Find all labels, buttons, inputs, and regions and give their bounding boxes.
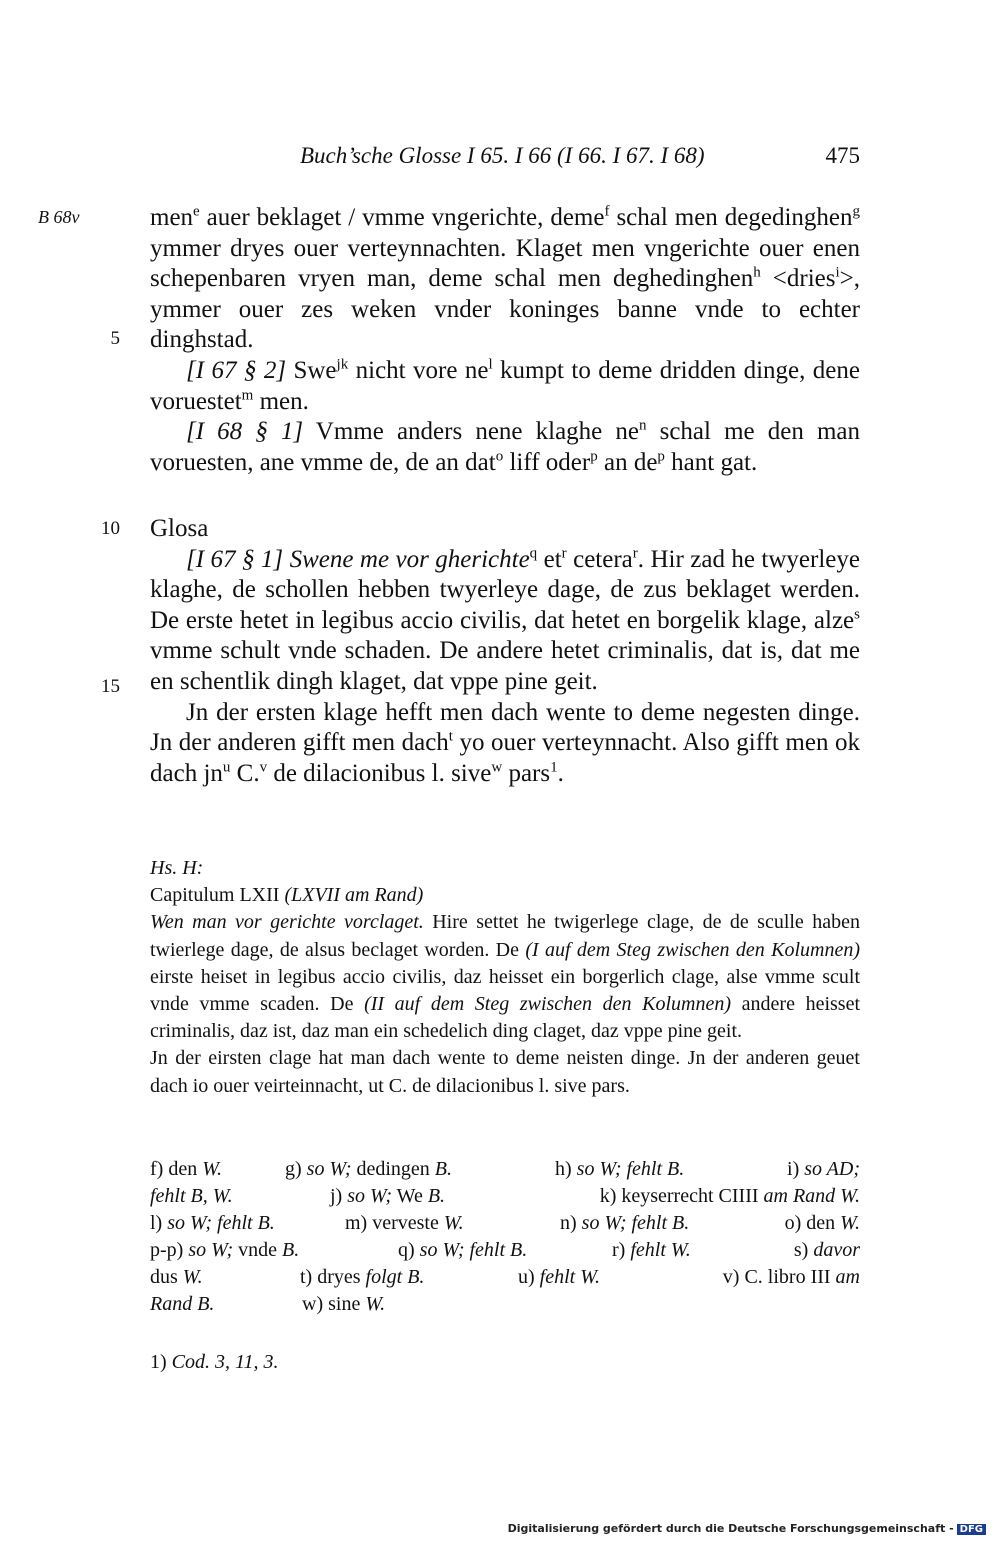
apparatus-row: Rand B. w) sine W.	[150, 1293, 386, 1315]
section-ref: [I 67 § 2]	[186, 356, 287, 384]
glosa-section	[150, 514, 860, 789]
section-ref: [I 68 § 1]	[186, 418, 304, 446]
source-note: 1) Cod. 3, 11, 3.	[150, 1351, 279, 1373]
main-text	[150, 203, 860, 478]
apparatus-row: dus W. t) dryes folgt B. u) fehlt W. v) C. libro III am	[150, 1266, 860, 1288]
hs-h-block	[150, 855, 860, 1100]
hs-h-label: Hs. H:	[150, 857, 204, 879]
glosa-heading: Glosa	[150, 515, 209, 542]
lemma: Wen man vor gerichte vorclaget.	[150, 911, 424, 934]
apparatus-row: fehlt B, W. j) so W; We B. k) keyserrecht CIIII am Rand W.	[150, 1185, 860, 1207]
paragraph-5: Jn der ersten klage hefft men dach wente to deme negesten dinge. Jn der anderen gifft men dach$^t$ yo ouer verteynnacht. Also gifft men ok dach $jn^u$ C.$^v$ de dilacionibus l. sive$^w$ pars$^1$.	[150, 698, 860, 787]
hs-h-paragraph-1: Wen man vor gerichte vorclaget. Hire settet he twigerlege clage, de de sculle haben twierlege dage, de alsus beclaget worden. De (I auf dem Steg zwischen den Kolumnen) eirste heiset in legibus accio civilis, daz heisset ein borgerlich clage, alse vmme scult vnde vmme scaden. De (II auf dem Steg zwischen den Kolumnen) andere heisset criminalis, daz ist, daz man ein schedelich ding claget, daz vppe pine geit.	[150, 911, 861, 1043]
digitization-footer	[508, 1522, 986, 1535]
hs-h-paragraph-2: Jn der eirsten clage hat man dach wente to deme neisten dinge. Jn der anderen geuet dach io ouer veirteinnacht, ut C. de dilacionibus l. sive pars.	[150, 1047, 860, 1097]
section-ref: [I 67 § 1]	[186, 545, 284, 573]
running-title: Buch’sche Glosse I 65. I 66 (I 66. I 67. I 68)	[300, 143, 705, 168]
lemma: Swene me vor gherichte	[283, 545, 530, 573]
paragraph-4: [I 67 § 1] Swene me vor gherichte$^q$ $et^r$ cetera$^r$. Hir zad he twyerleye klaghe, de schollen hebben twyerleye dage, de zus beklaget werden. De erste hetet in legibus accio civilis, dat hetet en borgelik klage, alze$^s$ vmme schult vnde schaden. De andere hetet criminalis, dat is, dat me en schentlik dingh klaget, dat vppe pine geit.	[150, 545, 860, 695]
apparatus-row: p-p) so W; vnde B. q) so W; fehlt B. r) fehlt W. s) davor	[150, 1239, 860, 1261]
line-number-15: 15	[101, 676, 120, 697]
line-number-5: 5	[110, 328, 120, 349]
dfg-logo: DFG	[957, 1524, 986, 1535]
margin-note: B 68v	[38, 207, 80, 227]
page-number: 475	[825, 143, 860, 168]
chapter-line: Capitulum LXII (LXVII am Rand)	[150, 884, 424, 907]
footer-text: Digitalisierung gefördert durch die Deutsche Forschungsgemeinschaft -	[507, 1522, 954, 1535]
paragraph-1: men$^e$ auer beklaget / vmme vngerichte, deme$^f$ schal men degedinghen$^g$ ymmer dryes ouer verteynnachten. Klaget men vngerichte ouer enen schepenbaren vryen man, deme schal men deghedinghen$^h$ <dries$^i$>, ymmer ouer zes weken vnder koninges banne vnde to echter dinghstad.	[150, 203, 860, 354]
paragraph-2: [I 67 § 2] Swe$^{jk}$ nicht vore $ne^l$ kumpt to deme dridden dinge, dene voruestet$^m$ men.	[150, 356, 860, 415]
line-number-10: 10	[101, 518, 120, 539]
apparatus-row: f) den W. g) so W; dedingen B. h) so W; fehlt B. i) so AD;	[150, 1158, 860, 1180]
paragraph-3: [I 68 § 1] Vmme anders nene klaghe $ne^n$ schal me den man voruesten, ane vmme de, de an dat$^o$ liff oder$^p$ an $de^p$ hant gat.	[150, 417, 860, 476]
apparatus-row: l) so W; fehlt B. m) verveste W. n) so W; fehlt B. o) den W.	[150, 1212, 860, 1234]
critical-apparatus	[150, 1156, 860, 1318]
